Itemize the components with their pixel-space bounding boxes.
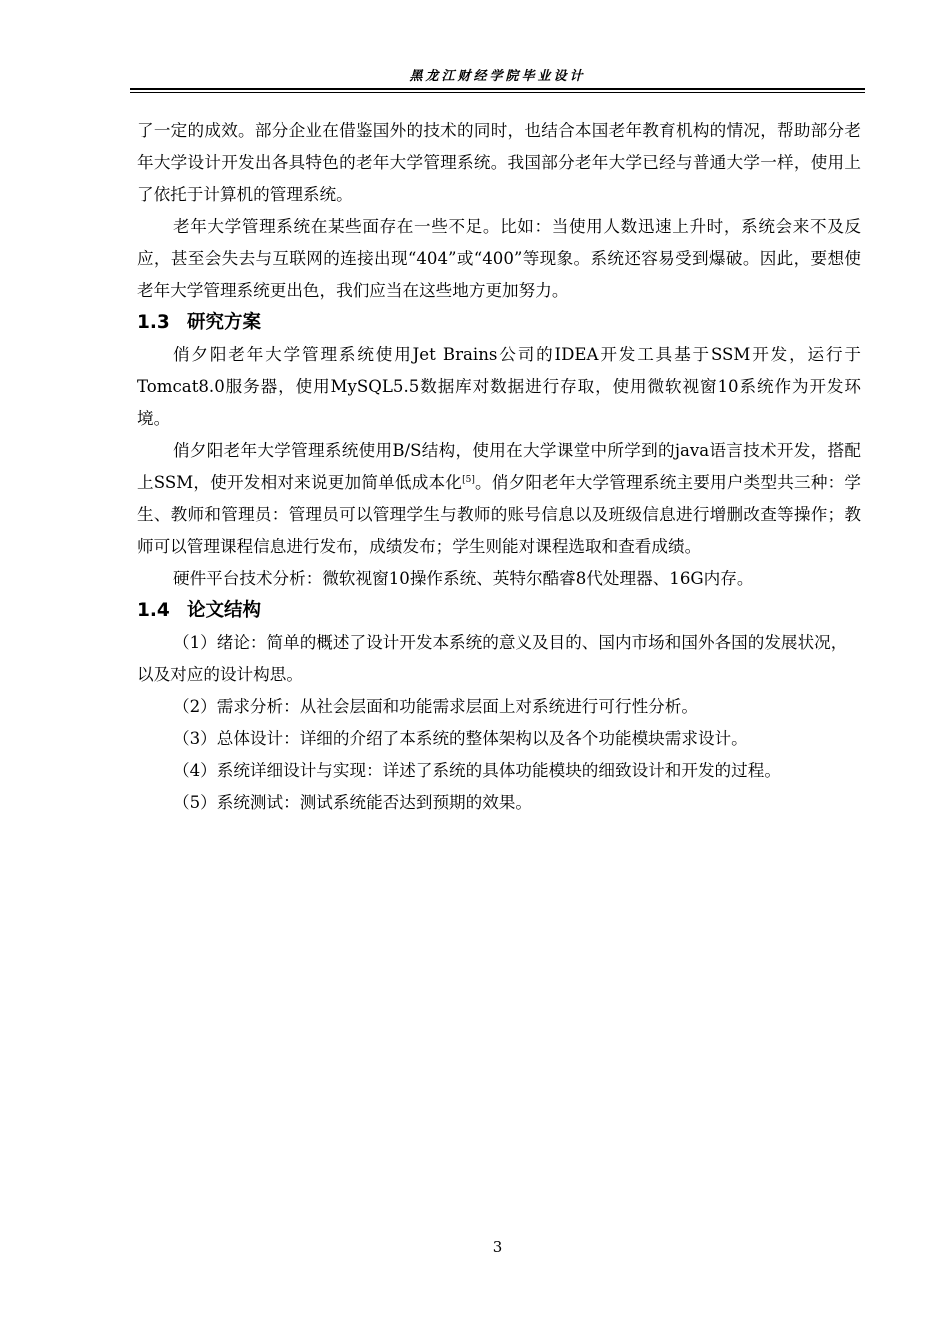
section-number: 1.4: [137, 600, 170, 621]
section-heading-1-3: [137, 307, 861, 339]
page-number: 3: [492, 1238, 503, 1256]
paragraph-shortcomings: 老年大学管理系统在某些面存在一些不足。比如：当使用人数迅速上升时，系统会来不及反应，甚至会失去与互联网的连接出现“404”或“400”等现象。系统还容易受到爆破。因此，要想使老年大学管理系统更出色，我们应当在这些地方更加努力。: [137, 217, 861, 300]
document-body: [137, 115, 861, 819]
header-rule-thin: [130, 92, 865, 93]
page-header-title: 黑龙江财经学院毕业设计: [409, 69, 586, 84]
list-item: （1）绪论：简单的概述了设计开发本系统的意义及目的、国内市场和国外各国的发展状况，以及对应的设计构思。: [137, 633, 848, 684]
list-item: （2）需求分析：从社会层面和功能需求层面上对系统进行可行性分析。: [173, 697, 698, 716]
paragraph-text: 。俏夕阳老年大学管理系统主要用户类型共三种：学生、教师和管理员：管理员可以管理学生与教师的账号信息以及班级信息进行增删改查等操作；教师可以管理课程信息进行发布，成绩发布；学生则能对课程选取和查看成绩。: [137, 473, 862, 556]
paragraph-continuation: 了一定的成效。部分企业在借鉴国外的技术的同时，也结合本国老年教育机构的情况，帮助部分老年大学设计开发出各具特色的老年大学管理系统。我国部分老年大学已经与普通大学一样，使用上了依托于计算机的管理系统。: [137, 121, 861, 204]
section-title: 研究方案: [187, 312, 262, 333]
section-title: 论文结构: [187, 600, 262, 621]
paragraph-architecture: [137, 435, 861, 563]
paragraph-text: 俏夕阳老年大学管理系统使用B/S结构，使用在大学课堂中所学到的java语言技术开发，搭配上SSM，使开发相对来说更加简单低成本化: [137, 441, 861, 492]
header-rule-thick: [130, 88, 865, 90]
list-item: （4）系统详细设计与实现：详述了系统的具体功能模块的细致设计和开发的过程。: [173, 761, 781, 780]
citation-reference: [5]: [462, 475, 475, 485]
paragraph-research-tools: 俏夕阳老年大学管理系统使用Jet Brains公司的IDEA开发工具基于SSM开发，运行于Tomcat8.0服务器，使用MySQL5.5数据库对数据进行存取，使用微软视窗10系统作为开发环境。: [137, 345, 861, 428]
list-item: （3）总体设计：详细的介绍了本系统的整体架构以及各个功能模块需求设计。: [173, 729, 748, 748]
list-item: （5）系统测试：测试系统能否达到预期的效果。: [173, 793, 533, 812]
paragraph-hardware: 硬件平台技术分析：微软视窗10操作系统、英特尔酷睿8代处理器、16G内存。: [173, 569, 754, 588]
section-number: 1.3: [137, 312, 170, 333]
section-heading-1-4: [137, 595, 861, 627]
